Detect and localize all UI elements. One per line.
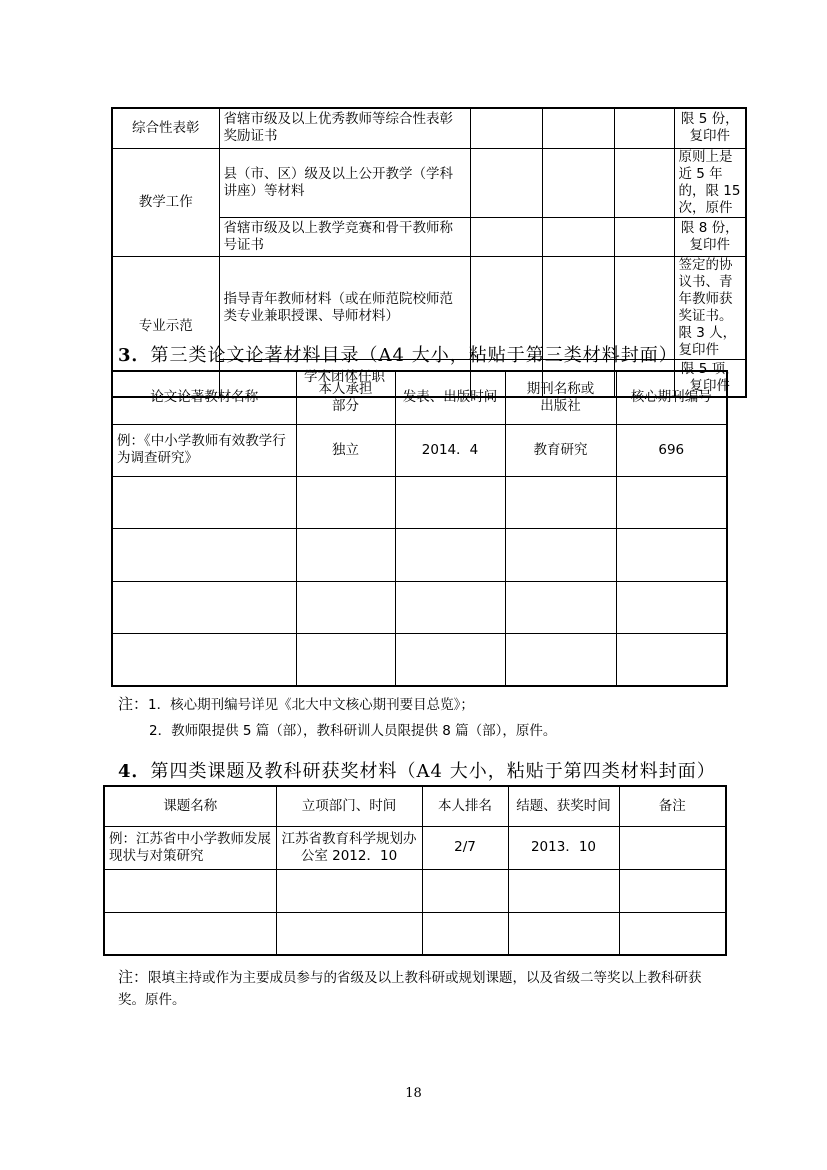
item-cell: 省辖市级及以上优秀教师等综合性表彰奖励证书: [219, 108, 470, 148]
table-row: [112, 108, 746, 148]
note-cell: 限 5 项，复印件: [674, 359, 746, 397]
note-cell: 限 5 份，复印件: [674, 108, 746, 148]
blank-cell: [542, 148, 614, 217]
example-cell: 例：《中小学教师有效教学行为调查研究》: [112, 424, 296, 476]
header-cell: 结题、获奖时间: [508, 786, 619, 826]
example-cell: 教育研究: [505, 424, 616, 476]
header-cell: 期刊名称或出版社: [505, 371, 616, 424]
item-cell: 学术团体任职: [219, 359, 470, 397]
blank-cell: [614, 217, 674, 256]
blank-cell: [470, 108, 542, 148]
table-row: [112, 148, 746, 217]
table-row: [112, 633, 727, 686]
table-row: [112, 581, 727, 633]
example-cell: 独立: [296, 424, 395, 476]
item-cell: 指导青年教师材料（或在师范院校师范类专业兼职授课、导师材料）: [219, 256, 470, 359]
example-cell: 江苏省教育科学规划办公室 2012．10: [276, 826, 422, 869]
note-line-1: 注：1．核心期刊编号详见《北大中文核心期刊要目总览》；: [118, 695, 474, 713]
section4-number: 4．: [118, 761, 151, 782]
header-cell: 备注: [619, 786, 726, 826]
blank-cell: [542, 108, 614, 148]
blank-cell: [542, 217, 614, 256]
section3-notes: [118, 693, 556, 742]
table-header-row: [112, 371, 727, 424]
blank-cell: [614, 148, 674, 217]
example-cell: 2013．10: [508, 826, 619, 869]
blank-cell: [614, 108, 674, 148]
note-cell: 原则上是近 5 年的，限 15 次，原件: [674, 148, 746, 217]
table-row: [104, 869, 726, 912]
table-papers: [111, 370, 728, 687]
section4-notes: [118, 966, 718, 1011]
header-cell: 课题名称: [104, 786, 276, 826]
example-cell: [619, 826, 726, 869]
category-cell: 综合性表彰: [112, 108, 219, 148]
note-cell: 签定的协议书、青年教师获奖证书。限 3 人，复印件: [674, 256, 746, 359]
category-cell: 专业示范: [112, 256, 219, 397]
note-lead: 注：: [118, 968, 149, 986]
blank-cell: [470, 148, 542, 217]
header-cell: 本人承担部分: [296, 371, 395, 424]
item-cell: 省辖市级及以上教学竞赛和骨干教师称号证书: [219, 217, 470, 256]
section4-heading: [118, 757, 716, 783]
header-cell: 论文论著教材名称: [112, 371, 296, 424]
section3-number: 3．: [118, 345, 151, 366]
item-cell: 县（市、区）级及以上公开教学（学科讲座）等材料: [219, 148, 470, 217]
note-cell: 限 8 份，复印件: [674, 217, 746, 256]
table-row: [112, 476, 727, 528]
table-row: [104, 912, 726, 955]
example-cell: 例：江苏省中小学教师发展现状与对策研究: [104, 826, 276, 869]
blank-cell: [470, 217, 542, 256]
note-line-2: 2．教师限提供 5 篇（部），教科研训人员限提供 8 篇（部），原件。: [149, 723, 557, 739]
header-cell: 立项部门、时间: [276, 786, 422, 826]
header-cell: 发表、出版时间: [395, 371, 505, 424]
section3-heading: [118, 341, 678, 367]
table-row: [104, 826, 726, 869]
note-lead: 注：: [118, 695, 149, 713]
table-row: [112, 424, 727, 476]
example-cell: 2014．4: [395, 424, 505, 476]
header-cell: 核心期刊编号: [616, 371, 727, 424]
section3-title: 第三类论文论著材料目录（A4 大小，粘贴于第三类材料封面）: [150, 345, 678, 366]
page-number: 18: [405, 1086, 422, 1101]
table-row: [112, 528, 727, 581]
section4-title: 第四类课题及教科研获奖材料（A4 大小，粘贴于第四类材料封面）: [150, 761, 716, 782]
category-cell: 教学工作: [112, 148, 219, 256]
example-cell: 696: [616, 424, 727, 476]
table-projects: [103, 785, 727, 956]
example-cell: 2/7: [422, 826, 508, 869]
table-header-row: [104, 786, 726, 826]
header-cell: 本人排名: [422, 786, 508, 826]
note-text: 限填主持或作为主要成员参与的省级及以上教科研或规划课题，以及省级二等奖以上教科研获奖。原件。: [118, 970, 702, 1008]
